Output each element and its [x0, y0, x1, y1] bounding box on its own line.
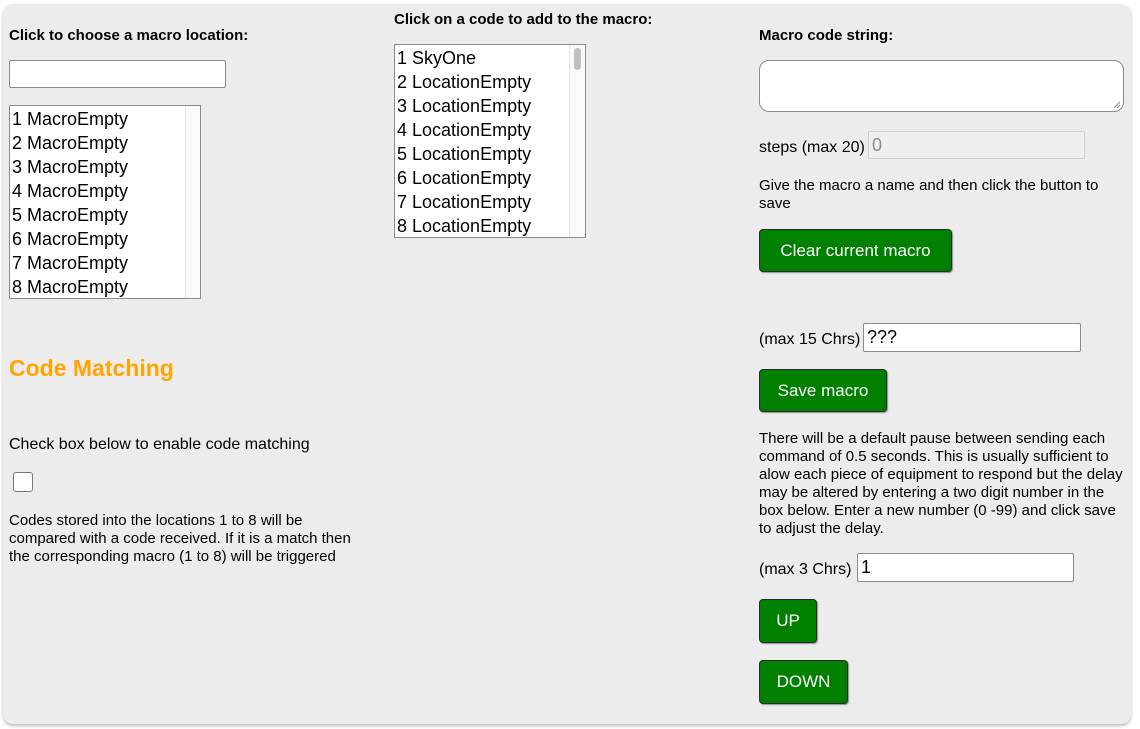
code-matching-instruction: Check box below to enable code matching	[9, 436, 310, 453]
resize-grip-icon[interactable]	[1113, 101, 1121, 109]
macro-location-heading: Click to choose a macro location:	[9, 27, 249, 44]
code-list-item[interactable]: 7 LocationEmpty	[397, 192, 532, 212]
macro-string-heading: Macro code string:	[759, 27, 894, 44]
code-list-item[interactable]: 8 LocationEmpty	[397, 216, 532, 236]
name-label: (max 15 Chrs)	[759, 331, 861, 348]
code-list-item[interactable]: 6 LocationEmpty	[397, 168, 532, 188]
macro-location-input[interactable]	[9, 60, 226, 88]
code-list-item[interactable]: 3 LocationEmpty	[397, 96, 532, 116]
macro-location-list[interactable]	[9, 105, 201, 299]
code-matching-checkbox[interactable]	[13, 472, 33, 492]
code-matching-title: Code Matching	[9, 355, 174, 381]
delay-label: (max 3 Chrs)	[759, 561, 852, 578]
delay-input[interactable]	[857, 553, 1074, 582]
code-list[interactable]	[394, 44, 586, 238]
codes-heading: Click on a code to add to the macro:	[394, 11, 653, 28]
macro-list-item[interactable]: 7 MacroEmpty	[12, 253, 129, 273]
code-list-scrollbar[interactable]	[569, 45, 585, 237]
code-list-item[interactable]: 2 LocationEmpty	[397, 72, 532, 92]
macro-list-item[interactable]: 6 MacroEmpty	[12, 229, 129, 249]
macro-name-input[interactable]	[863, 323, 1081, 352]
steps-input	[868, 131, 1085, 159]
macro-string-textarea[interactable]	[759, 60, 1124, 112]
macro-list-scrollbar[interactable]	[185, 106, 200, 298]
macro-list-item[interactable]: 3 MacroEmpty	[12, 157, 129, 177]
macro-list-item[interactable]: 2 MacroEmpty	[12, 133, 129, 153]
code-list-item[interactable]: 4 LocationEmpty	[397, 120, 532, 140]
up-button[interactable]: UP	[759, 599, 817, 643]
code-matching-description: Codes stored into the locations 1 to 8 will be compared with a code received. If it is a match then the corresponding macro (1 to 8) will be triggered	[9, 512, 351, 565]
name-instruction: Give the macro a name and then click the button to save	[759, 177, 1099, 212]
macro-list-item[interactable]: 8 MacroEmpty	[12, 277, 129, 297]
macro-list-item[interactable]: 4 MacroEmpty	[12, 181, 129, 201]
steps-label: steps (max 20)	[759, 139, 865, 156]
code-list-item[interactable]: 5 LocationEmpty	[397, 144, 532, 164]
macro-list-item[interactable]: 1 MacroEmpty	[12, 109, 129, 129]
down-button[interactable]: DOWN	[759, 660, 848, 704]
clear-macro-button[interactable]: Clear current macro	[759, 229, 952, 272]
pause-description: There will be a default pause between sending each command of 0.5 seconds. This is usually sufficient to alow each piece of equipment to respond but the delay may be altered by entering a two digit number in the box below. Enter a new number (0 -99) and click save to adjust the delay.	[759, 430, 1123, 537]
macro-list-item[interactable]: 5 MacroEmpty	[12, 205, 129, 225]
code-list-item[interactable]: 1 SkyOne	[397, 48, 477, 68]
code-list-scroll-thumb[interactable]	[574, 48, 581, 70]
save-macro-button[interactable]: Save macro	[759, 369, 887, 412]
